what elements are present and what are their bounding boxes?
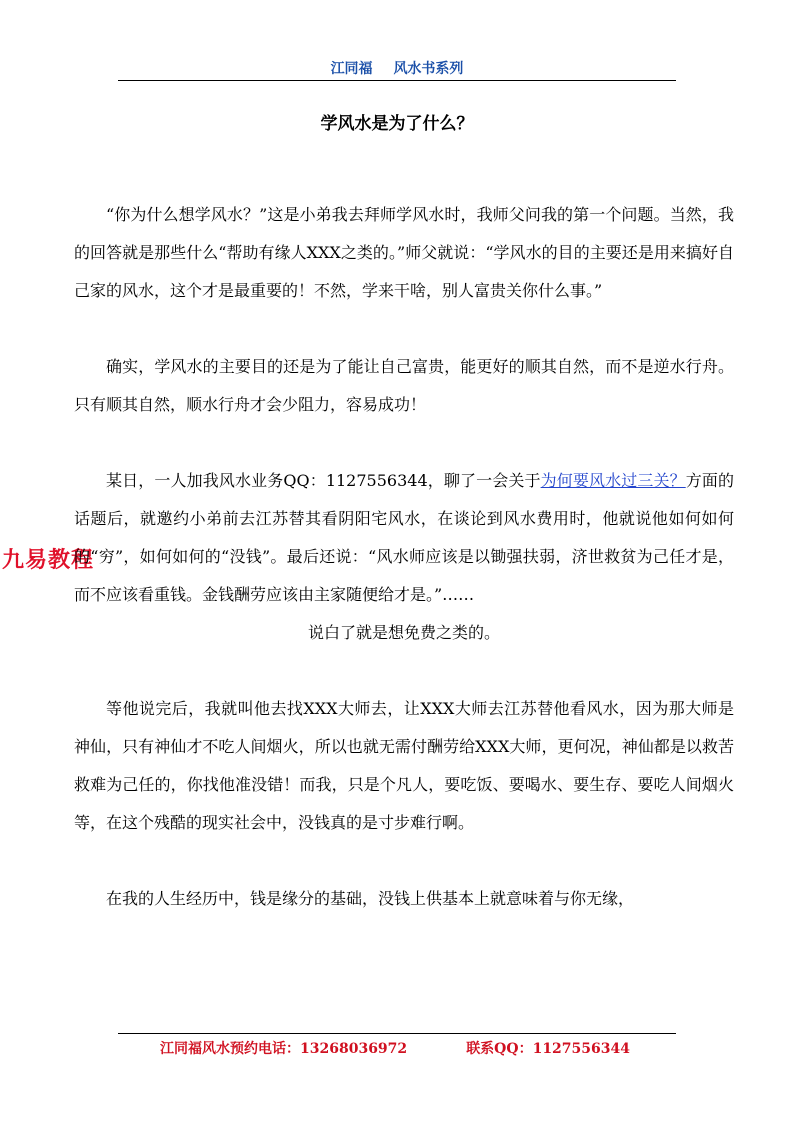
footer-divider bbox=[118, 1033, 676, 1034]
paragraph-3-start: 某日，一人加我风水业务QQ：1127556344，聊了一会关于 bbox=[106, 471, 541, 490]
paragraph-5: 等他说完后，我就叫他去找XXX大师去，让XXX大师去江苏替他看风水，因为那大师是神仙，只有神仙才不吃人间烟火，所以也就无需付酬劳给XXX大师，更何况，神仙都是以救苦救难为己任的，你找他准没错！而我，只是个凡人，要吃饭、要喝水、要生存、要吃人间烟火等，在这个残酷的现实社会中，没钱真的是寸步难行啊。 bbox=[74, 699, 734, 832]
paragraph-4: 说白了就是想免费之类的。 bbox=[307, 623, 500, 642]
paragraph-3-end: 方面的话题后，就邀约小弟前去江苏替其看阴阳宅风水，在谈论到风水费用时，他就说他如何如何的“穷”，如何如何的“没钱”。最后还说：“风水师应该是以锄强扶弱，济世救贫为己任才是，而不应该看重钱。金钱酬劳应该由主家随便给才是。”…… bbox=[74, 471, 734, 604]
page-header bbox=[118, 58, 676, 81]
paragraph-2: 确实，学风水的主要目的还是为了能让自己富贵，能更好的顺其自然，而不是逆水行舟。只有顺其自然，顺水行舟才会少阻力，容易成功！ bbox=[74, 357, 734, 414]
header-author: 江同福 bbox=[330, 61, 373, 77]
watermark-text: 九易教程 bbox=[2, 548, 95, 573]
footer-qq: 联系QQ：1127556344 bbox=[466, 1041, 630, 1057]
document-title: 学风水是为了什么？ bbox=[320, 114, 474, 134]
paragraph-6: 在我的人生经历中，钱是缘分的基础，没钱上供基本上就意味着与你无缘， bbox=[106, 889, 635, 908]
footer-phone: 江同福风水预约电话：13268036972 bbox=[160, 1041, 408, 1057]
document-body bbox=[74, 196, 734, 918]
paragraph-3 bbox=[74, 462, 734, 614]
page-footer bbox=[118, 1038, 676, 1058]
article-link[interactable]: 为何要风水过三关？ bbox=[540, 471, 686, 490]
header-series: 风水书系列 bbox=[393, 61, 464, 77]
paragraph-1: “你为什么想学风水？”这是小弟我去拜师学风水时，我师父问我的第一个问题。当然，我的回答就是那些什么“帮助有缘人XXX之类的。”师父就说：“学风水的目的主要还是用来搞好自己家的风水，这个才是最重要的！不然，学来干啥，别人富贵关你什么事。” bbox=[74, 205, 734, 300]
